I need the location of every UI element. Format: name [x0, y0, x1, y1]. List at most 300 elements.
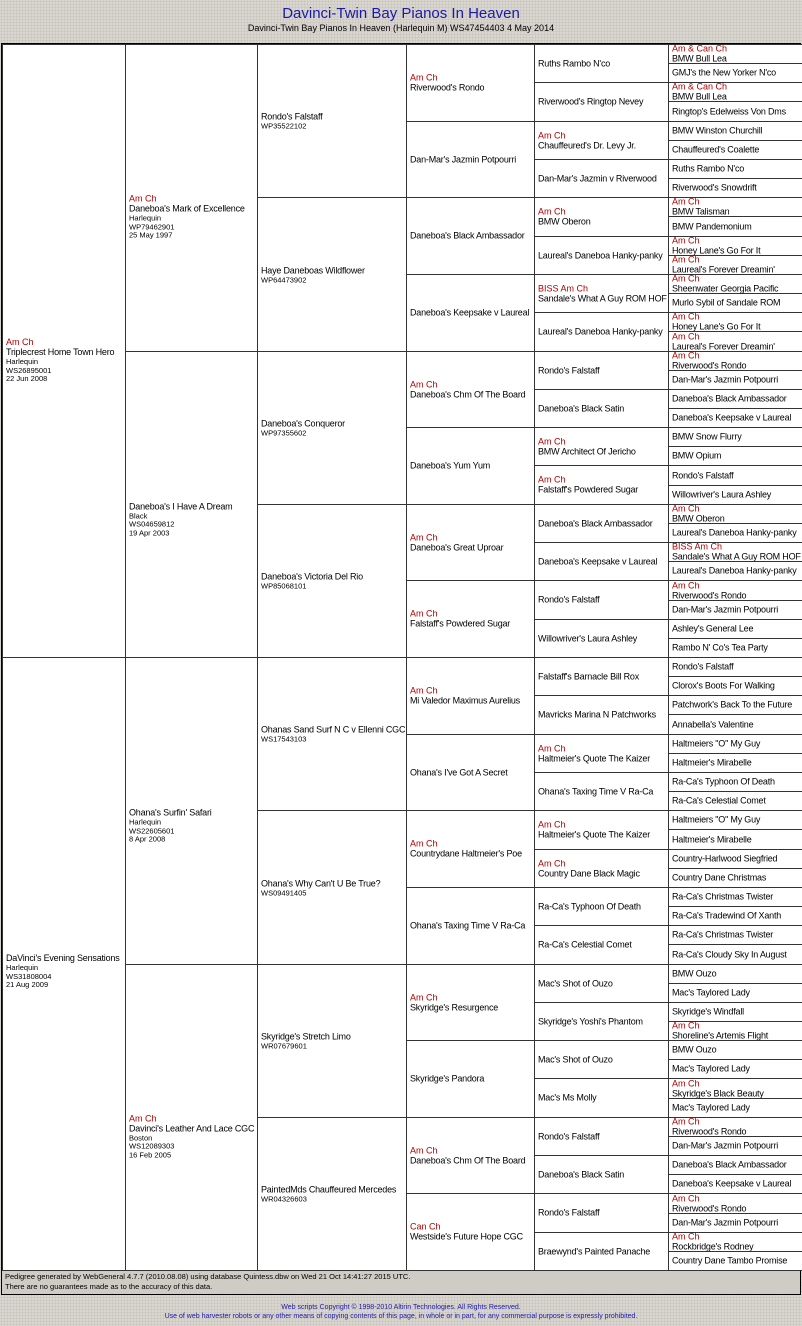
pedigree-cell-gen6[interactable]: [668, 887, 802, 907]
copyright-line: Web scripts Copyright © 1998-2010 Altirin Technologies. All Rights Reserved.: [281, 1304, 521, 1311]
pedigree-cell-gen4[interactable]: [406, 810, 535, 888]
dog-name[interactable]: Shoreline's Artemis Flight: [672, 1030, 769, 1041]
dog-name[interactable]: Ra-Ca's Typhoon Of Death: [672, 776, 775, 787]
pedigree-cell-gen4[interactable]: [406, 197, 535, 275]
pedigree-cell-gen6[interactable]: [668, 944, 802, 965]
dog-title: Can Ch: [410, 1221, 441, 1232]
pedigree-cell-gen3[interactable]: [257, 657, 407, 811]
pedigree-cell-gen6[interactable]: [668, 44, 802, 64]
dog-name[interactable]: Ra-Ca's Tradewind Of Xanth: [672, 910, 782, 921]
dog-name[interactable]: Rondo's Falstaff: [672, 661, 734, 672]
pedigree-cell-gen4[interactable]: [406, 44, 535, 122]
pedigree-cell-gen6[interactable]: [668, 485, 802, 505]
dog-name[interactable]: Skyridge's Black Beauty: [672, 1088, 764, 1098]
dog-name[interactable]: Ra-Ca's Cloudy Sky In August: [672, 949, 787, 959]
pedigree-cell-gen5[interactable]: [534, 82, 669, 122]
dog-name[interactable]: Skyridge's Pandora: [410, 1073, 485, 1084]
dog-name[interactable]: Riverwood's Rondo: [410, 82, 485, 93]
dog-name[interactable]: BMW Snow Flurry: [672, 431, 742, 442]
pedigree-cell-gen5[interactable]: [534, 159, 669, 198]
dog-name[interactable]: Daneboa's Yum Yum: [410, 460, 491, 471]
page-header: [0, 0, 802, 40]
page-title: Davinci-Twin Bay Pianos In Heaven: [282, 5, 520, 22]
pedigree-cell-gen5[interactable]: [534, 389, 669, 428]
dog-name[interactable]: BMW Oberon: [538, 216, 591, 227]
dog-name[interactable]: Countrydane Haltmeier's Poe: [410, 848, 522, 859]
dog-title: Am Ch: [538, 436, 566, 446]
dog-name[interactable]: Dan-Mar's Jazmin v Riverwood: [538, 173, 657, 183]
dog-name[interactable]: Country-Harlwood Siegfried: [672, 853, 778, 864]
dog-name[interactable]: BMW Bull Lea: [672, 91, 727, 102]
dog-title: Am Ch: [538, 206, 566, 217]
dog-name[interactable]: Rondo's Falstaff: [261, 111, 323, 122]
dog-title: Am Ch: [538, 474, 566, 485]
pedigree-cell-gen4[interactable]: [406, 580, 535, 658]
dog-name[interactable]: Annabella's Valentine: [672, 719, 754, 729]
pedigree-cell-gen6[interactable]: [668, 159, 802, 179]
dog-name[interactable]: BMW Pandemonium: [672, 221, 752, 231]
pedigree-cell-gen5[interactable]: [534, 925, 669, 965]
dog-title: Am Ch: [410, 992, 438, 1002]
pedigree-cell-gen3[interactable]: [257, 44, 407, 198]
pedigree-cell-gen6[interactable]: [668, 274, 802, 294]
pedigree-cell-gen6[interactable]: [668, 772, 802, 792]
pedigree-cell-gen5[interactable]: [534, 887, 669, 926]
pedigree-cell-gen6[interactable]: [668, 964, 802, 984]
dog-name[interactable]: Daneboa's Black Ambassador: [410, 230, 525, 241]
dog-name[interactable]: Dan-Mar's Jazmin Potpourri: [410, 154, 517, 164]
pedigree-cell-gen6[interactable]: [668, 389, 802, 409]
dog-name[interactable]: Riverwood's Rondo: [672, 1203, 747, 1213]
pedigree-cell-gen6[interactable]: [668, 1078, 802, 1099]
pedigree-cell-gen6[interactable]: [668, 1174, 802, 1194]
dog-name[interactable]: Country Dane Black Magic: [538, 868, 640, 878]
dog-name[interactable]: Honey Lane's Go For It: [672, 245, 761, 256]
dog-detail: WP35522102: [261, 121, 307, 131]
dog-name[interactable]: Daneboa's Black Ambassador: [538, 518, 653, 528]
pedigree-cell-gen6[interactable]: [668, 638, 802, 658]
dog-name[interactable]: Sheenwater Georgia Pacific: [672, 283, 779, 294]
dog-detail: 21 Aug 2009: [6, 980, 49, 990]
dog-name[interactable]: Laureal's Daneboa Hanky-panky: [672, 527, 797, 538]
dog-title: Am Ch: [538, 743, 566, 753]
pedigree-cell-gen6[interactable]: [668, 427, 802, 447]
pedigree-cell-gen6[interactable]: [668, 600, 802, 620]
dog-name[interactable]: Mac's Shot of Ouzo: [538, 1054, 613, 1064]
dog-name[interactable]: Laureal's Daneboa Hanky-panky: [538, 326, 663, 337]
dog-title: Am Ch: [538, 130, 566, 140]
pedigree-cell-gen6[interactable]: [668, 1136, 802, 1156]
dog-name[interactable]: Ohana's Why Can't U Be True?: [261, 877, 381, 888]
dog-name[interactable]: Rondo's Falstaff: [538, 365, 600, 375]
dog-title: Am Ch: [672, 1232, 700, 1242]
dog-name[interactable]: BMW Ouzo: [672, 968, 717, 979]
pedigree-cell-gen6[interactable]: [668, 178, 802, 198]
dog-name[interactable]: Haltmeiers "O" My Guy: [672, 814, 761, 825]
dog-title: Am Ch: [410, 72, 438, 83]
dog-name[interactable]: Clorox's Boots For Walking: [672, 680, 775, 691]
pedigree-cell-gen5[interactable]: [534, 1040, 669, 1079]
pedigree-cell-gen6[interactable]: [668, 906, 802, 926]
pedigree-cell-gen6[interactable]: [668, 1193, 802, 1214]
dog-name[interactable]: Falstaff's Barnacle Bill Rox: [538, 671, 639, 681]
pedigree-cell-gen6[interactable]: [668, 1232, 802, 1252]
dog-title: Am Ch: [672, 1078, 700, 1088]
pedigree-cell-gen6[interactable]: [668, 331, 802, 352]
dog-name[interactable]: Daneboa's Keepsake v Laureal: [672, 1178, 792, 1189]
dog-detail: Harlequin: [6, 357, 39, 367]
pedigree-cell-gen5[interactable]: [534, 964, 669, 1003]
pedigree-cell-gen6[interactable]: [668, 1117, 802, 1137]
pedigree-cell-gen3[interactable]: [257, 504, 407, 658]
pedigree-cell-gen5[interactable]: [534, 1002, 669, 1041]
dog-name[interactable]: Ashley's General Lee: [672, 623, 754, 634]
dog-detail: WR07679601: [261, 1041, 307, 1051]
pedigree-cell-gen6[interactable]: [668, 1002, 802, 1022]
dog-name[interactable]: Rondo's Falstaff: [538, 1131, 600, 1141]
pedigree-cell-gen6[interactable]: [668, 63, 802, 83]
pedigree-cell-gen6[interactable]: [668, 197, 802, 217]
pedigree-cell-gen5[interactable]: [534, 734, 669, 773]
dog-name[interactable]: Riverwood's Rondo: [672, 1126, 747, 1137]
pedigree-cell-gen6[interactable]: [668, 714, 802, 735]
pedigree-cell-gen3[interactable]: [257, 1117, 407, 1271]
dog-name[interactable]: Ohana's I've Got A Secret: [410, 767, 508, 777]
pedigree-cell-gen6[interactable]: [668, 255, 802, 275]
pedigree-cell-gen4[interactable]: [406, 964, 535, 1041]
dog-name[interactable]: Rondo's Falstaff: [538, 594, 600, 605]
dog-title: Am Ch: [6, 337, 34, 348]
pedigree-cell-gen5[interactable]: [534, 44, 669, 83]
pedigree-cell-gen3[interactable]: [257, 810, 407, 965]
dog-name[interactable]: Rambo N' Co's Tea Party: [672, 642, 768, 653]
pedigree-cell-gen6[interactable]: [668, 312, 802, 332]
pedigree-cell-gen4[interactable]: [406, 121, 535, 198]
pedigree-cell-gen6[interactable]: [668, 236, 802, 256]
dog-name[interactable]: Rockbridge's Rodney: [672, 1241, 754, 1252]
dog-title: Am Ch: [672, 1193, 700, 1203]
dog-name[interactable]: Mac's Taylored Lady: [672, 1063, 750, 1074]
pedigree-cell-gen6[interactable]: [668, 791, 802, 811]
dog-name[interactable]: Honey Lane's Go For It: [672, 321, 761, 332]
pedigree-cell-gen4[interactable]: [406, 427, 535, 505]
dog-name[interactable]: BMW Ouzo: [672, 1044, 717, 1055]
pedigree-cell-gen5[interactable]: [534, 772, 669, 811]
dog-detail: Harlequin: [129, 213, 162, 223]
pedigree-cell-gen5[interactable]: [534, 465, 669, 505]
pedigree-cell-gen6[interactable]: [668, 293, 802, 313]
dog-name[interactable]: Daneboa's Black Ambassador: [672, 393, 787, 404]
dog-name[interactable]: Mavricks Marina N Patchworks: [538, 709, 656, 720]
dog-title: Am Ch: [672, 312, 700, 322]
pedigree-cell-gen6[interactable]: [668, 1098, 802, 1118]
dog-name[interactable]: Daneboa's Conqueror: [261, 418, 345, 429]
pedigree-cell-gen6[interactable]: [668, 868, 802, 888]
pedigree-cell-gen6[interactable]: [668, 121, 802, 141]
pedigree-cell-gen6[interactable]: [668, 216, 802, 237]
dog-name[interactable]: Haye Daneboas Wildflower: [261, 264, 365, 275]
dog-name[interactable]: Chauffeured's Coalette: [672, 144, 760, 155]
dog-detail: Harlequin: [129, 817, 162, 827]
dog-name[interactable]: Riverwood's Rondo: [672, 590, 747, 600]
dog-name[interactable]: Skyridge's Windfall: [672, 1006, 744, 1017]
dog-name[interactable]: Braewynd's Painted Panache: [538, 1246, 651, 1256]
dog-name[interactable]: Skyridge's Stretch Limo: [261, 1031, 351, 1042]
dog-name[interactable]: Ra-Ca's Christmas Twister: [672, 891, 774, 902]
pedigree-cell-gen6[interactable]: [668, 82, 802, 102]
dog-name[interactable]: BMW Winston Churchill: [672, 125, 763, 136]
dog-name[interactable]: Haltmeier's Quote The Kaizer: [538, 829, 651, 840]
pedigree-cell-gen6[interactable]: [668, 101, 802, 122]
dog-detail: WS04659812: [129, 519, 175, 529]
dog-detail: WP85068101: [261, 581, 307, 591]
dog-name[interactable]: Daneboa's Black Satin: [538, 403, 625, 413]
dog-name[interactable]: Ruths Rambo N'co: [672, 163, 745, 174]
dog-detail: WP64473902: [261, 274, 307, 284]
pedigree-cell-gen6[interactable]: [668, 504, 802, 524]
pedigree-cell-gen6[interactable]: [668, 446, 802, 466]
dog-name[interactable]: Ohana's Taxing Time V Ra-Ca: [538, 786, 654, 796]
dog-name[interactable]: Daneboa's Keepsake v Laureal: [538, 556, 658, 566]
pedigree-cell-gen5[interactable]: [534, 1155, 669, 1194]
pedigree-cell-gen6[interactable]: [668, 580, 802, 601]
pedigree-cell-gen5[interactable]: [534, 312, 669, 352]
pedigree-cell-gen6[interactable]: [668, 753, 802, 773]
dog-title: Am Ch: [410, 838, 438, 849]
pedigree-cell-gen4[interactable]: [406, 274, 535, 352]
dog-name[interactable]: Patchwork's Back To the Future: [672, 699, 793, 710]
pedigree-cell-gen5[interactable]: [534, 810, 669, 850]
pedigree-cell-gen6[interactable]: [668, 925, 802, 945]
dog-name[interactable]: Daneboa's I Have A Dream: [129, 500, 233, 511]
dog-name[interactable]: Dan-Mar's Jazmin Potpourri: [672, 604, 779, 615]
dog-name[interactable]: Mac's Taylored Lady: [672, 987, 750, 998]
pedigree-cell-gen5[interactable]: [534, 849, 669, 888]
dog-name[interactable]: Rondo's Falstaff: [538, 1207, 600, 1218]
dog-name[interactable]: Dan-Mar's Jazmin Potpourri: [672, 374, 779, 385]
dog-name[interactable]: Daneboa's Victoria Del Rio: [261, 571, 363, 582]
pedigree-cell-gen5[interactable]: [534, 197, 669, 237]
dog-name[interactable]: BMW Bull Lea: [672, 53, 727, 64]
pedigree-cell-gen6[interactable]: [668, 676, 802, 696]
pedigree-cell-gen6[interactable]: [668, 561, 802, 581]
dog-name[interactable]: Triplecrest Home Town Hero: [6, 347, 115, 358]
dog-detail: WP97355602: [261, 428, 307, 438]
pedigree-cell-gen5[interactable]: [534, 351, 669, 390]
dog-name[interactable]: Laureal's Daneboa Hanky-panky: [538, 250, 663, 260]
pedigree-cell-gen3[interactable]: [257, 964, 407, 1118]
pedigree-cell-gen5[interactable]: [534, 427, 669, 466]
pedigree-cell-gen5[interactable]: [534, 1232, 669, 1271]
dog-detail: WS12089303: [129, 1141, 175, 1151]
dog-name[interactable]: Ohana's Surfin' Safari: [129, 807, 212, 818]
page-subtitle: Davinci-Twin Bay Pianos In Heaven (Harlequin M) WS47454403 4 May 2014: [247, 23, 555, 33]
dog-name[interactable]: Mi Valedor Maximus Aurelius: [410, 695, 520, 706]
pedigree-cell-gen6[interactable]: [668, 734, 802, 754]
dog-name[interactable]: Sandale's What A Guy ROM HOF: [672, 551, 801, 562]
pedigree-cell-gen6[interactable]: [668, 140, 802, 160]
dog-title: Am Ch: [672, 197, 700, 207]
pedigree-cell-gen6[interactable]: [668, 408, 802, 428]
pedigree-cell-gen6[interactable]: [668, 523, 802, 543]
robots-notice: Use of web harvester robots or any other means of copying contents of this page, in whole or in part, for any commercial purpose is expressly prohibited.: [164, 1313, 638, 1320]
dog-name[interactable]: BMW Opium: [672, 450, 722, 461]
pedigree-cell-gen2[interactable]: [125, 44, 258, 352]
dog-name[interactable]: PaintedMds Chauffeured Mercedes: [261, 1184, 397, 1195]
pedigree-cell-gen1[interactable]: [2, 44, 126, 658]
pedigree-cell-gen2[interactable]: [125, 351, 258, 658]
dog-name[interactable]: BMW Architect Of Jericho: [538, 446, 636, 456]
dog-name[interactable]: Laureal's Forever Dreamin': [672, 341, 775, 351]
dog-name[interactable]: Dan-Mar's Jazmin Potpourri: [672, 1217, 779, 1228]
dog-name[interactable]: BMW Talisman: [672, 206, 730, 217]
dog-name[interactable]: Murlo Sybil of Sandale ROM: [672, 297, 781, 308]
pedigree-cell-gen6[interactable]: [668, 542, 802, 562]
dog-title: Am Ch: [672, 580, 700, 590]
pedigree-cell-gen5[interactable]: [534, 274, 669, 313]
dog-name[interactable]: Skyridge's Resurgence: [410, 1002, 499, 1012]
dog-name[interactable]: Ra-Ca's Celestial Comet: [538, 939, 632, 950]
pedigree-cell-gen6[interactable]: [668, 619, 802, 639]
dog-name[interactable]: Willowriver's Laura Ashley: [538, 633, 638, 643]
dog-name[interactable]: Country Dane Christmas: [672, 872, 767, 883]
dog-name[interactable]: Riverwood's Snowdrift: [672, 182, 757, 193]
pedigree-cell-gen3[interactable]: [257, 197, 407, 352]
dog-name[interactable]: Ohana's Taxing Time V Ra-Ca: [410, 920, 526, 931]
dog-name[interactable]: Falstaff's Powdered Sugar: [538, 484, 639, 495]
pedigree-cell-gen4[interactable]: [406, 887, 535, 965]
pedigree-cell-gen5[interactable]: [534, 695, 669, 735]
dog-name[interactable]: BMW Oberon: [672, 513, 725, 524]
dog-name[interactable]: Sandale's What A Guy ROM HOF: [538, 293, 667, 303]
pedigree-cell-gen6[interactable]: [668, 983, 802, 1003]
pedigree-cell-gen6[interactable]: [668, 351, 802, 371]
dog-detail: 8 Apr 2008: [129, 834, 166, 844]
dog-title: Am Ch: [672, 1117, 700, 1127]
dog-detail: WP79462901: [129, 221, 175, 231]
dog-name[interactable]: Ohanas Sand Surf N C v Ellenni CGC: [261, 724, 406, 735]
dog-name[interactable]: Davinci's Leather And Lace CGC: [129, 1122, 255, 1133]
pedigree-cell-gen4[interactable]: [406, 504, 535, 581]
pedigree-cell-gen3[interactable]: [257, 351, 407, 505]
dog-detail: Boston: [129, 1132, 153, 1142]
dog-name[interactable]: Daneboa's Keepsake v Laureal: [410, 307, 530, 318]
dog-name[interactable]: Daneboa's Chm Of The Board: [410, 389, 526, 399]
pedigree-cell-gen1[interactable]: [2, 657, 126, 1271]
pedigree-cell-gen4[interactable]: [406, 734, 535, 811]
pedigree-cell-gen5[interactable]: [534, 619, 669, 658]
dog-name[interactable]: Mac's Ms Molly: [538, 1092, 597, 1103]
dog-name[interactable]: Ra-Ca's Typhoon Of Death: [538, 901, 641, 911]
pedigree-cell-gen4[interactable]: [406, 657, 535, 735]
dog-name[interactable]: Westside's Future Hope CGC: [410, 1231, 523, 1242]
pedigree-cell-gen2[interactable]: [125, 964, 258, 1271]
pedigree-cell-gen6[interactable]: [668, 849, 802, 869]
pedigree-cell-gen5[interactable]: [534, 1117, 669, 1156]
dog-title: Am Ch: [672, 274, 700, 284]
dog-name[interactable]: Dan-Mar's Jazmin Potpourri: [672, 1140, 779, 1151]
dog-name[interactable]: Daneboa's Mark of Excellence: [129, 203, 245, 214]
pedigree-cell-gen2[interactable]: [125, 657, 258, 965]
pedigree-cell-gen6[interactable]: [668, 1251, 802, 1271]
dog-name[interactable]: Ra-Ca's Christmas Twister: [672, 929, 774, 940]
pedigree-cell-gen6[interactable]: [668, 695, 802, 715]
dog-name[interactable]: DaVinci's Evening Sensations: [6, 953, 120, 964]
dog-title: Am Ch: [672, 351, 700, 361]
dog-name[interactable]: Riverwood's Rondo: [672, 360, 747, 371]
pedigree-cell-gen5[interactable]: [534, 1078, 669, 1118]
dog-detail: WS31808004: [6, 971, 52, 981]
dog-name[interactable]: Daneboa's Great Uproar: [410, 542, 504, 552]
dog-name[interactable]: Willowriver's Laura Ashley: [672, 489, 772, 500]
dog-name[interactable]: Riverwood's Ringtop Nevey: [538, 96, 644, 107]
pedigree-cell-gen4[interactable]: [406, 351, 535, 428]
dog-name[interactable]: Rondo's Falstaff: [672, 470, 734, 480]
pedigree-cell-gen4[interactable]: [406, 1040, 535, 1118]
pedigree-table: [1, 43, 801, 1271]
pedigree-cell-gen6[interactable]: [668, 1213, 802, 1233]
copyright-notice: [0, 1303, 802, 1321]
dog-name[interactable]: Laureal's Forever Dreamin': [672, 264, 775, 275]
pedigree-cell-gen6[interactable]: [668, 370, 802, 390]
pedigree-cell-gen5[interactable]: [534, 1193, 669, 1233]
pedigree-cell-gen6[interactable]: [668, 829, 802, 850]
dog-name[interactable]: Ringtop's Edelweiss Von Dms: [672, 106, 786, 116]
dog-name[interactable]: Daneboa's Black Ambassador: [672, 1159, 787, 1170]
dog-name[interactable]: Country Dane Tambo Promise: [672, 1255, 788, 1266]
dog-name[interactable]: Haltmeier's Quote The Kaizer: [538, 753, 651, 763]
pedigree-cell-gen5[interactable]: [534, 657, 669, 696]
dog-title: BISS Am Ch: [672, 542, 723, 552]
dog-name[interactable]: Daneboa's Chm Of The Board: [410, 1155, 526, 1165]
dog-detail: WR04326603: [261, 1194, 307, 1204]
pedigree-cell-gen5[interactable]: [534, 121, 669, 160]
dog-name[interactable]: Ra-Ca's Celestial Comet: [672, 795, 766, 806]
dog-detail: Black: [129, 510, 148, 520]
dog-detail: Harlequin: [6, 963, 39, 973]
dog-name[interactable]: Chauffeured's Dr. Levy Jr.: [538, 140, 636, 150]
dog-name[interactable]: GMJ's the New Yorker N'co: [672, 67, 776, 78]
pedigree-cell-gen5[interactable]: [534, 236, 669, 275]
pedigree-cell-gen6[interactable]: [668, 1021, 802, 1041]
dog-name[interactable]: Haltmeiers "O" My Guy: [672, 738, 761, 749]
pedigree-cell-gen5[interactable]: [534, 542, 669, 581]
pedigree-cell-gen6[interactable]: [668, 1040, 802, 1060]
dog-title: Am Ch: [672, 255, 700, 265]
dog-detail: WS26895001: [6, 365, 52, 375]
dog-name[interactable]: Mac's Shot of Ouzo: [538, 978, 613, 988]
pedigree-cell-gen5[interactable]: [534, 504, 669, 543]
dog-name[interactable]: Mac's Taylored Lady: [672, 1102, 750, 1113]
dog-name[interactable]: Laureal's Daneboa Hanky-panky: [672, 565, 797, 576]
pedigree-cell-gen6[interactable]: [668, 657, 802, 677]
dog-title: Am Ch: [410, 532, 438, 542]
pedigree-cell-gen6[interactable]: [668, 1155, 802, 1175]
dog-name[interactable]: Ruths Rambo N'co: [538, 58, 611, 68]
dog-name[interactable]: Haltmeier's Mirabelle: [672, 757, 752, 768]
pedigree-cell-gen4[interactable]: [406, 1193, 535, 1271]
dog-name[interactable]: Skyridge's Yoshi's Phantom: [538, 1016, 643, 1026]
pedigree-cell-gen6[interactable]: [668, 465, 802, 486]
pedigree-cell-gen5[interactable]: [534, 580, 669, 620]
dog-name[interactable]: Daneboa's Keepsake v Laureal: [672, 412, 792, 423]
pedigree-cell-gen4[interactable]: [406, 1117, 535, 1194]
dog-name[interactable]: Haltmeier's Mirabelle: [672, 834, 752, 844]
dog-name[interactable]: Daneboa's Black Satin: [538, 1169, 625, 1179]
dog-name[interactable]: Falstaff's Powdered Sugar: [410, 618, 511, 629]
pedigree-cell-gen6[interactable]: [668, 810, 802, 830]
pedigree-cell-gen6[interactable]: [668, 1059, 802, 1079]
